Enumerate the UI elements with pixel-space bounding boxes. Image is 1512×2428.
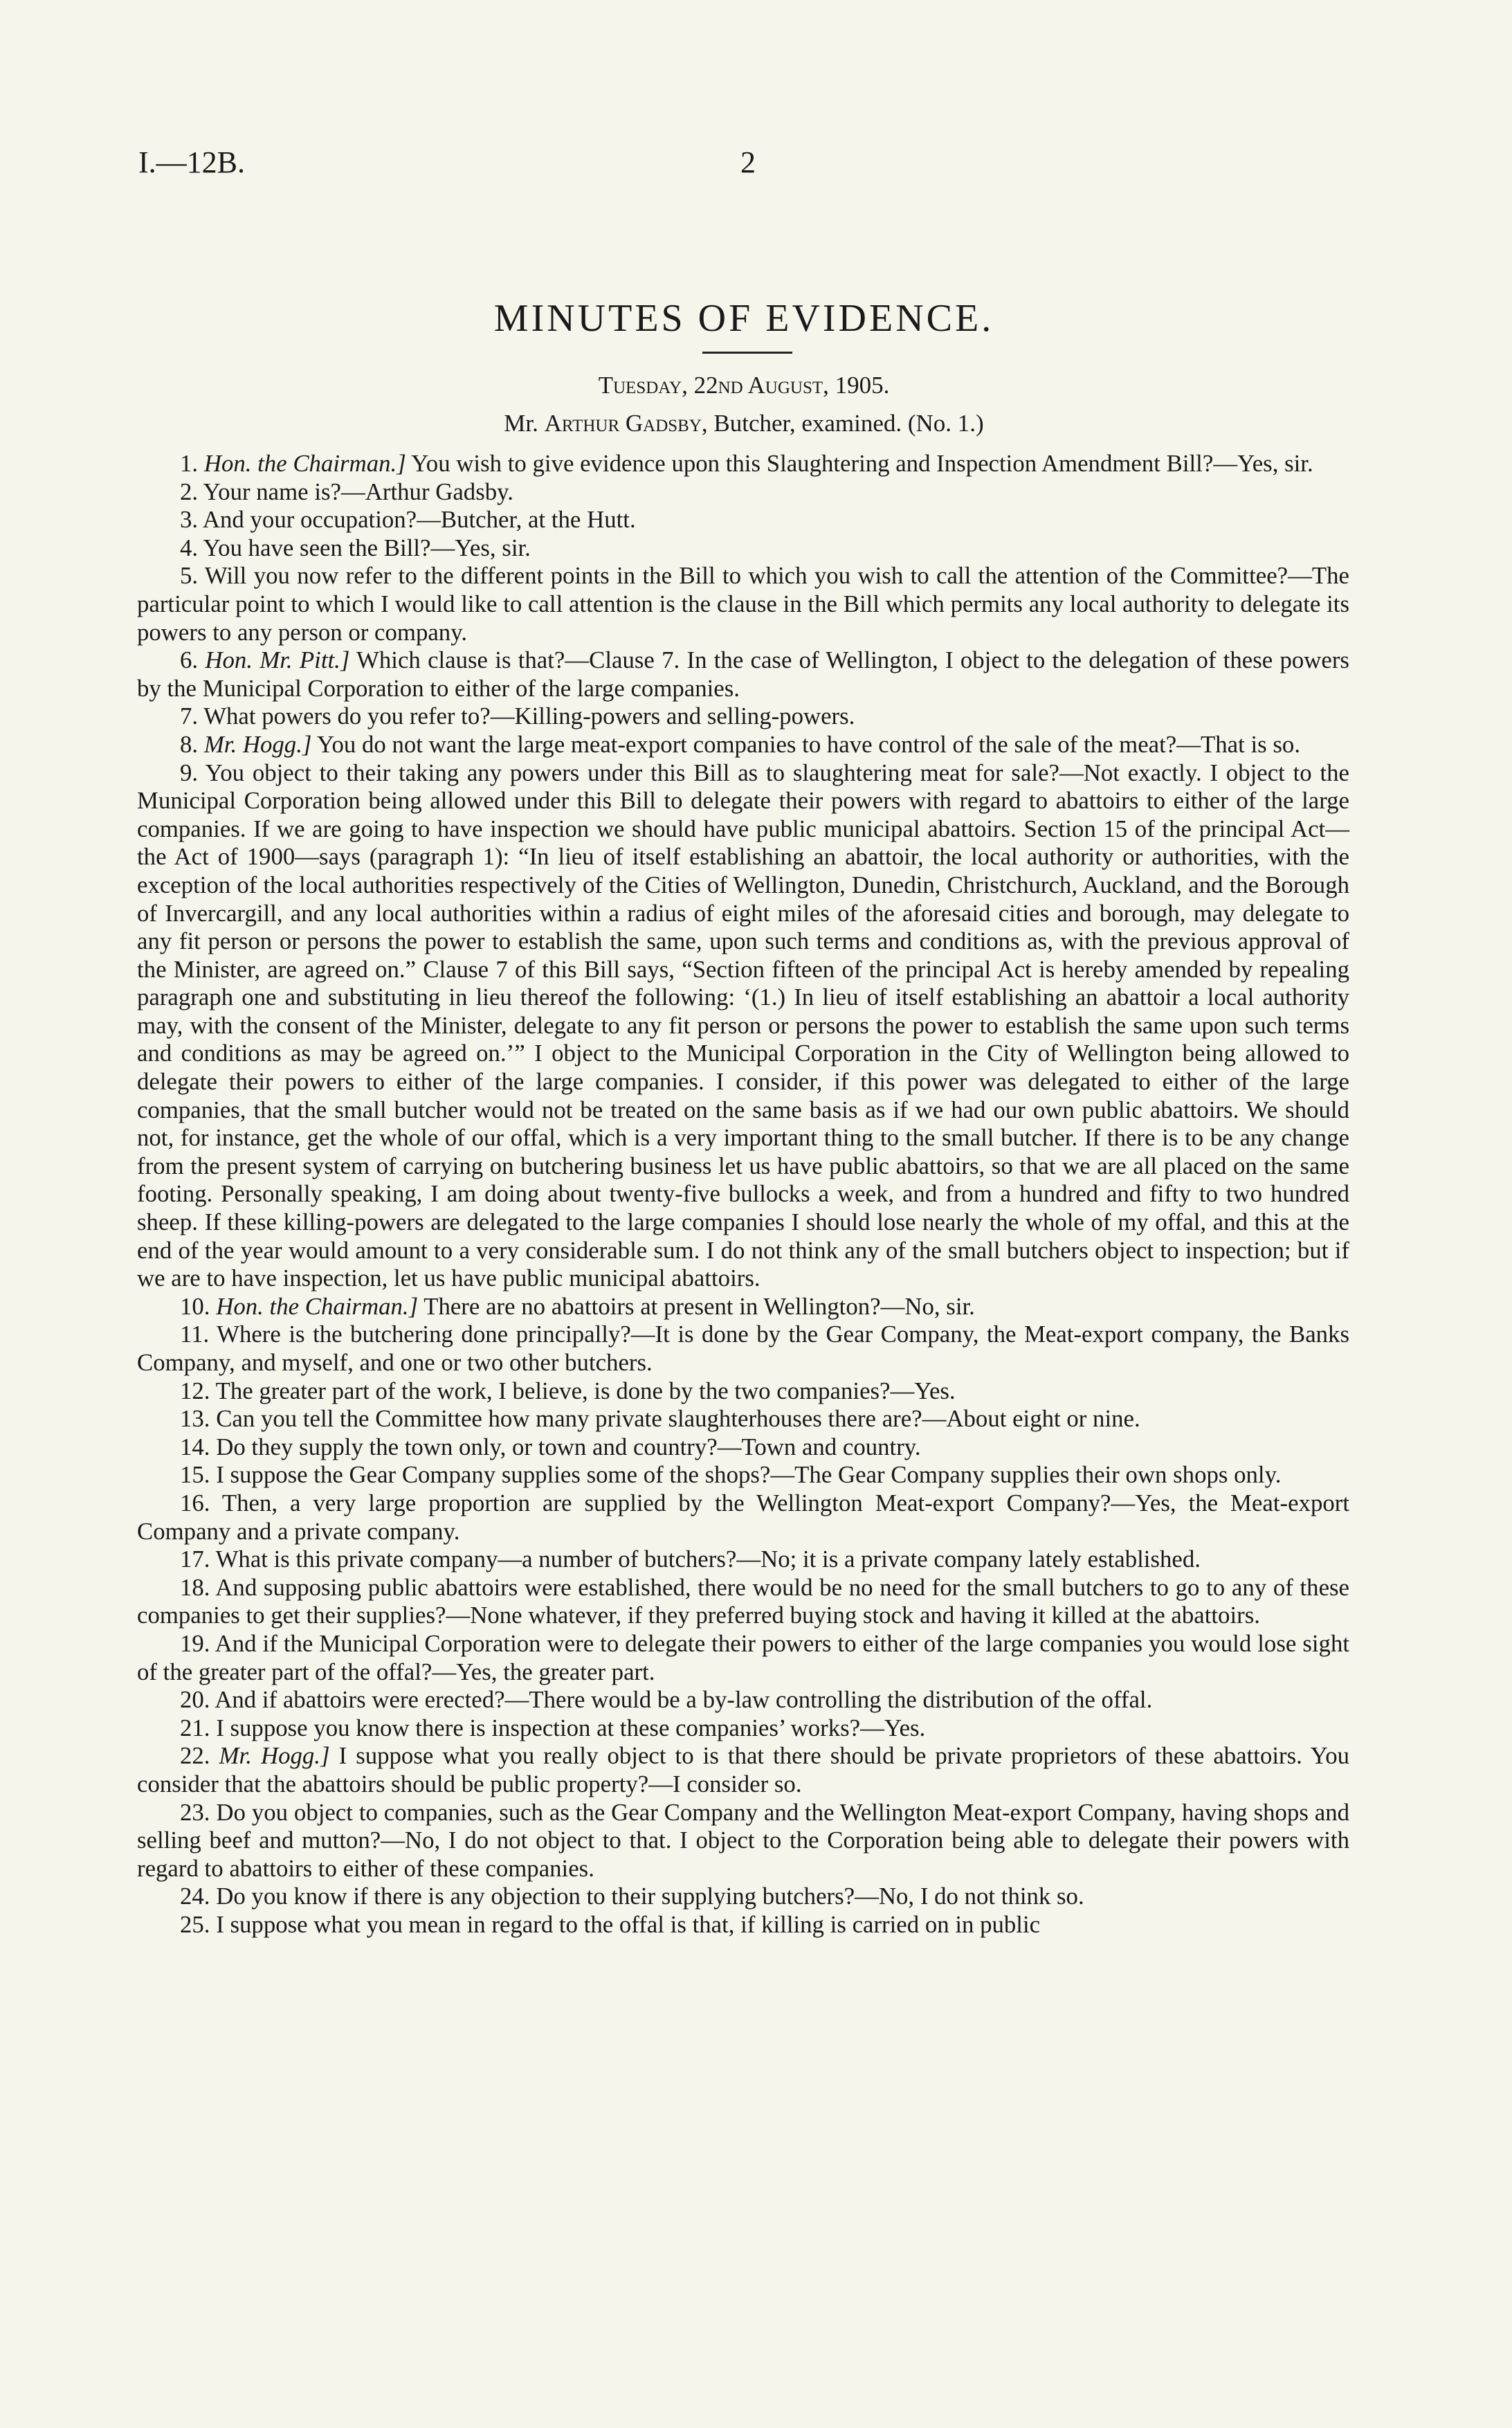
evidence-paragraph: 24. Do you know if there is any objection to their supplying butchers?—No, I do not think so. <box>180 1883 1084 1910</box>
evidence-paragraph: 18. And supposing public abattoirs were established, there would be no need for the small butchers to go to any of these companies to get their supplies?—None whatever, if they preferred buying stock and having it killed at the abattoirs. <box>137 1573 1350 1629</box>
document-reference: I.—12B. <box>138 145 245 179</box>
evidence-paragraph: 14. Do they supply the town only, or town and country?—Town and country. <box>180 1433 921 1460</box>
page-number: 2 <box>740 145 756 179</box>
evidence-body <box>137 450 1349 1939</box>
speaker: Hon. Mr. Pitt.] <box>205 646 350 674</box>
evidence-paragraph: 1. Hon. the Chairman.] You wish to give evidence upon this Slaughtering and Inspection Amendment Bill?—Yes, sir. <box>180 450 1313 477</box>
witness-heading <box>138 408 1349 439</box>
evidence-paragraph: 11. Where is the butchering done principally?—It is done by the Gear Company, the Meat-export company, the Banks Company, and myself, and one or two other butchers. <box>137 1321 1349 1376</box>
witness-description: , Butcher, examined. (No. 1.) <box>701 410 984 437</box>
evidence-paragraph: 15. I suppose the Gear Company supplies some of the shops?—The Gear Company supplies their own shops only. <box>180 1461 1282 1489</box>
page-title: MINUTES OF EVIDENCE. <box>493 297 994 340</box>
evidence-paragraph: 20. And if abattoirs were erected?—There would be a by-law controlling the distribution of the offal. <box>180 1686 1153 1714</box>
evidence-paragraph: 22. Mr. Hogg.] I suppose what you really object to is that there should be private proprietors of these abattoirs. You consider that the abattoirs should be public property?—I consider so. <box>137 1742 1350 1797</box>
evidence-paragraph: 4. You have seen the Bill?—Yes, sir. <box>180 534 531 561</box>
title-divider <box>702 352 792 354</box>
evidence-paragraph: 9. You object to their taking any powers under this Bill as to slaughtering meat for sale?—Not exactly. I object to the Municipal Corporation being allowed under this Bill to delegate their powers with regard to abattoirs to either of the large companies. If we are going to have inspection we should have public municipal abattoirs. Section 15 of the principal Act—the Act of 1900—says (paragraph 1): “In lieu of itself establishing an abattoir, the local authority or authorities, with the exception of the local authorities respectively of the Cities of Wellington, Dunedin, Christchurch, Auckland, and the Borough of Invercargill, and any local authorities within a radius of eight miles of the aforesaid cities and borough, may delegate to any fit person or persons the power to establish the same, upon such terms and conditions as, with the previous approval of the Minister, are agreed on.” Clause 7 of this Bill says, “Section fifteen of the principal Act is hereby amended by repealing paragraph one and substituting in lieu thereof the following: ‘(1.) In lieu of itself establishing an abattoir a local authority may, with the consent of the Minister, delegate to any fit person or persons the power to establish the same upon such terms and conditions as may be agreed on.’” I object to the Municipal Corporation in the City of Wellington being allowed to delegate their powers to either of the large companies. I consider, if this power was delegated to either of the large companies, that the small butcher would not be treated on the same basis as if we had our own public abattoirs. We should not, for instance, get the whole of our offal, which is a very important thing to the small butcher. If there is to be any change from the present system of carrying on butchering business let us have public abattoirs, so that we are all placed on the same footing. Personally speaking, I am doing about twenty-five bullocks a week, and from a hundred and fifty to two hundred sheep. If these killing-powers are delegated to the large companies I should lose nearly the whole of my offal, and this at the end of the year would amount to a very considerable sum. I do not think any of the small butchers object to inspection; but if we are to have inspection, let us have public municipal abattoirs. <box>137 759 1349 1292</box>
witness-prefix: Mr. <box>504 410 538 437</box>
speaker: Mr. Hogg.] <box>203 730 312 758</box>
evidence-paragraph: 13. Can you tell the Committee how many private slaughterhouses there are?—About eight or nine. <box>180 1405 1140 1433</box>
page-header <box>138 142 1453 183</box>
session-date: Tuesday, 22nd August, 1905. <box>598 372 890 399</box>
evidence-paragraph: 21. I suppose you know there is inspection at these companies’ works?—Yes. <box>180 1714 926 1741</box>
evidence-paragraph: 17. What is this private company—a number of butchers?—No; it is a private company lately established. <box>180 1546 1201 1573</box>
evidence-paragraph: 7. What powers do you refer to?—Killing-powers and selling-powers. <box>180 703 855 730</box>
evidence-paragraph: 16. Then, a very large proportion are supplied by the Wellington Meat-export Company?—Yes, the Meat-export Company and a private company. <box>137 1489 1349 1545</box>
evidence-paragraph: 8. Mr. Hogg.] You do not want the large meat-export companies to have control of the sale of the meat?—That is so. <box>180 730 1301 758</box>
evidence-paragraph: 25. I suppose what you mean in regard to the offal is that, if killing is carried on in public <box>180 1910 1041 1938</box>
evidence-paragraph: 23. Do you object to companies, such as the Gear Company and the Wellington Meat-export Company, having shops and selling beef and mutton?—No, I do not object to that. I object to the Corporation being able to delegate their powers with regard to abattoirs to either of these companies. <box>137 1798 1350 1882</box>
evidence-paragraph: 2. Your name is?—Arthur Gadsby. <box>180 478 513 505</box>
speaker: Mr. Hogg.] <box>219 1742 330 1770</box>
speaker: Hon. the Chairman.] <box>203 450 406 477</box>
evidence-paragraph: 6. Hon. Mr. Pitt.] Which clause is that?—Clause 7. In the case of Wellington, I object to the delegation of these powers by the Municipal Corporation to either of the large companies. <box>137 646 1349 702</box>
witness-name: Arthur Gadsby <box>544 410 702 437</box>
evidence-paragraph: 10. Hon. the Chairman.] There are no abattoirs at present in Wellington?—No, sir. <box>180 1292 975 1320</box>
evidence-paragraph: 5. Will you now refer to the different points in the Bill to which you wish to call the attention of the Committee?—The particular point to which I would like to call attention is the clause in the Bill which permits any local authority to delegate its powers to any person or company. <box>137 562 1349 646</box>
speaker: Hon. the Chairman.] <box>216 1292 419 1320</box>
evidence-paragraph: 3. And your occupation?—Butcher, at the Hutt. <box>180 506 636 534</box>
evidence-paragraph: 19. And if the Municipal Corporation were to delegate their powers to either of the large companies you would lose sight of the greater part of the offal?—Yes, the greater part. <box>137 1629 1350 1685</box>
evidence-paragraph: 12. The greater part of the work, I believe, is done by the two companies?—Yes. <box>180 1377 956 1404</box>
